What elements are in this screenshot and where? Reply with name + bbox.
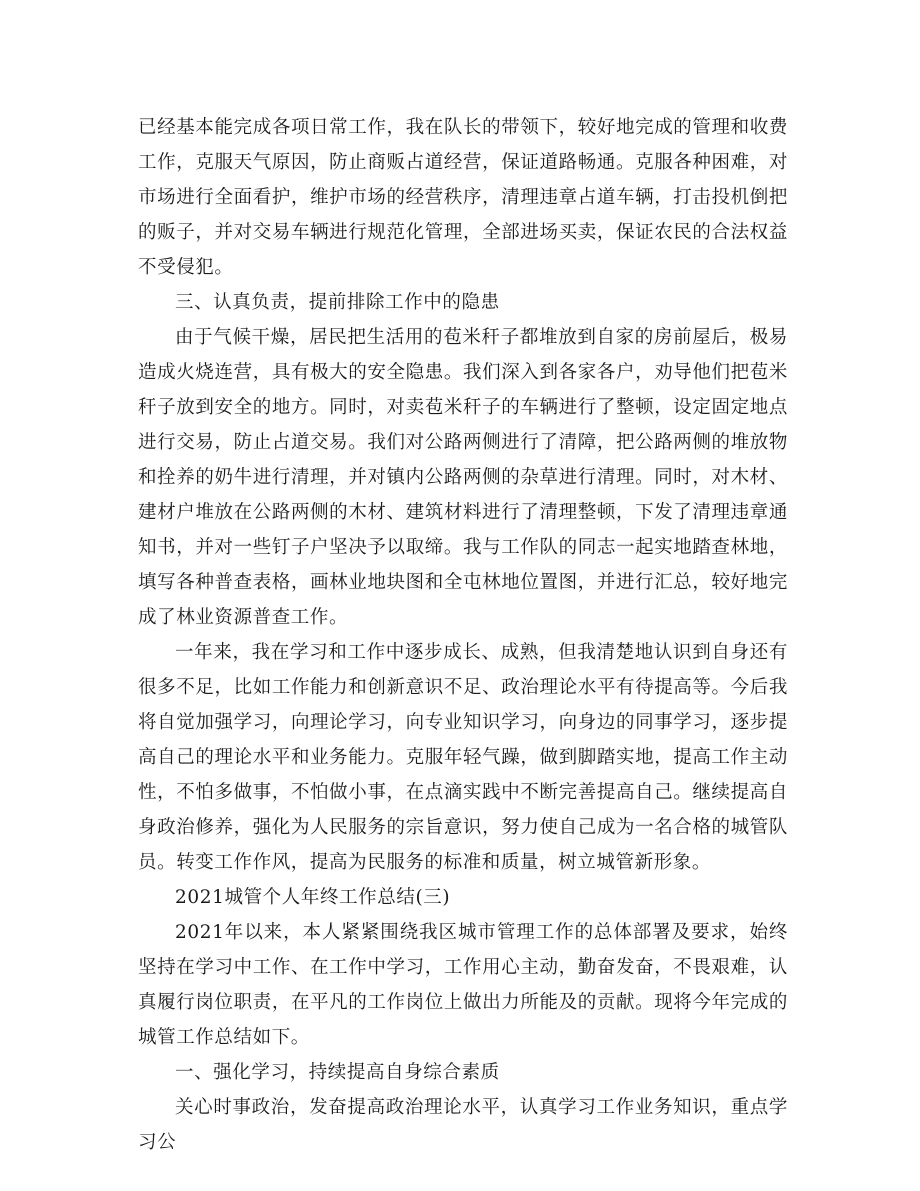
paragraph: 关心时事政治，发奋提高政治理论水平，认真学习工作业务知识，重点学习公 bbox=[138, 1097, 788, 1153]
section-heading-1: 一、强化学习，持续提高自身综合素质 bbox=[175, 1062, 500, 1083]
paragraph: 2021年以来，本人紧紧围绕我区城市管理工作的总体部署及要求，始终坚持在学习中工作、在工作中学习，工作用心主动，勤奋发奋，不畏艰难，认真履行岗位职责，在平凡的工作岗位上做出力所能及的贡献。现将今年完成的城管工作总结如下。 bbox=[138, 922, 788, 1048]
document-body bbox=[138, 110, 788, 1160]
paragraph: 一年来，我在学习和工作中逐步成长、成熟，但我清楚地认识到自身还有很多不足，比如工作能力和创新意识不足、政治理论水平有待提高等。今后我将自觉加强学习，向理论学习，向专业知识学习，向身边的同事学习，逐步提高自己的理论水平和业务能力。克服年轻气躁，做到脚踏实地，提高工作主动性，不怕多做事，不怕做小事，在点滴实践中不断完善提高自己。继续提高自身政治修养，强化为人民服务的宗旨意识，努力使自己成为一名合格的城管队员。转变工作作风，提高为民服务的标准和质量，树立城管新形象。 bbox=[138, 642, 788, 873]
document-subtitle: 2021城管个人年终工作总结(三) bbox=[175, 887, 451, 908]
paragraph-continuation: 已经基本能完成各项日常工作，我在队长的带领下，较好地完成的管理和收费工作，克服天气原因，防止商贩占道经营，保证道路畅通。克服各种困难，对市场进行全面看护，维护市场的经营秩序，清理违章占道车辆，打击投机倒把的贩子，并对交易车辆进行规范化管理，全部进场买卖，保证农民的合法权益不受侵犯。 bbox=[138, 117, 788, 278]
paragraph: 由于气候干燥，居民把生活用的苞米秆子都堆放到自家的房前屋后，极易造成火烧连营，具有极大的安全隐患。我们深入到各家各户，劝导他们把苞米秆子放到安全的地方。同时，对卖苞米秆子的车辆进行了整顿，设定固定地点进行交易，防止占道交易。我们对公路两侧进行了清障，把公路两侧的堆放物和拴养的奶牛进行清理，并对镇内公路两侧的杂草进行清理。同时，对木材、建材户堆放在公路两侧的木材、建筑材料进行了清理整顿，下发了清理违章通知书，并对一些钉子户坚决予以取缔。我与工作队的同志一起实地踏查林地，填写各种普查表格，画林业地块图和全屯林地位置图，并进行汇总，较好地完成了林业资源普查工作。 bbox=[138, 327, 788, 628]
section-heading-3: 三、认真负责，提前排除工作中的隐患 bbox=[175, 292, 500, 313]
